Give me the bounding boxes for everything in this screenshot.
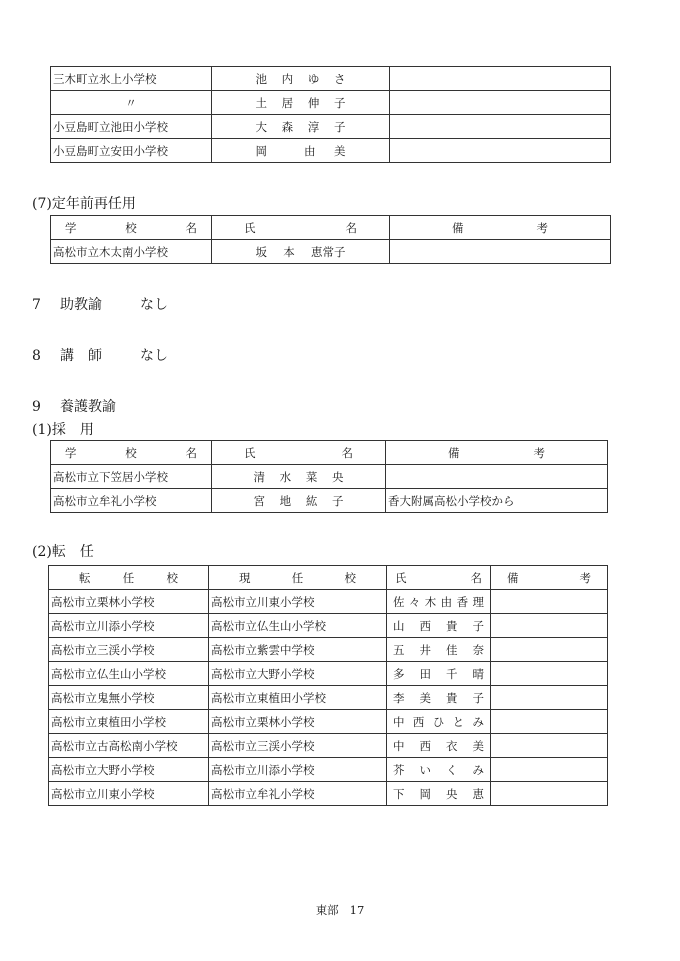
- name-cell: [387, 686, 491, 710]
- name-char: 由: [304, 143, 316, 158]
- name-cell: [212, 240, 390, 264]
- header-char: 現: [239, 570, 251, 585]
- from-school-cell: 高松市立牟礼小学校: [209, 782, 387, 806]
- header-char: 考: [536, 220, 548, 235]
- from-school-cell: 高松市立川添小学校: [209, 758, 387, 782]
- header-char: 学: [65, 220, 77, 235]
- section-8: 8 講 師 なし: [32, 348, 168, 364]
- from-school-cell: 高松市立大野小学校: [209, 662, 387, 686]
- table-row: [51, 240, 611, 264]
- section-heading-transfer: (2)転 任: [32, 544, 94, 560]
- header-remarks: [386, 441, 608, 465]
- header-char: 名: [345, 220, 357, 235]
- name-char: ゆ: [307, 71, 320, 86]
- name-char: 奈: [472, 642, 484, 657]
- header-name: [387, 566, 491, 590]
- name-char: 水: [279, 469, 292, 484]
- table-row: [49, 782, 608, 806]
- remarks-cell: [491, 590, 608, 614]
- to-school-cell: 高松市立仏生山小学校: [49, 662, 209, 686]
- header-char: 校: [125, 445, 137, 460]
- name-char: 香: [456, 594, 469, 609]
- name-char: 子: [331, 493, 344, 508]
- school-cell: 高松市立下笠居小学校: [51, 465, 212, 489]
- remarks-cell: [386, 465, 608, 489]
- name-char: み: [472, 714, 484, 729]
- name-char: 芥: [393, 762, 405, 777]
- name-char: 李: [393, 690, 405, 705]
- name-char: 美: [472, 738, 484, 753]
- name-cell: [212, 67, 390, 91]
- name-cell: [387, 638, 491, 662]
- header-from-school: [209, 566, 387, 590]
- name-cell: [387, 662, 491, 686]
- remarks-cell: [390, 139, 611, 163]
- table-row: [49, 758, 608, 782]
- header-char: 校: [166, 570, 178, 585]
- remarks-cell: [491, 638, 608, 662]
- remarks-cell: [491, 734, 608, 758]
- school-cell: 高松市立牟礼小学校: [51, 489, 212, 513]
- from-school-cell: 高松市立仏生山小学校: [209, 614, 387, 638]
- name-cell: [212, 139, 390, 163]
- header-char: 校: [125, 220, 137, 235]
- header-char: 氏: [244, 220, 256, 235]
- school-cell: 〃: [51, 91, 212, 115]
- name-char: 中: [393, 738, 405, 753]
- to-school-cell: 高松市立東植田小学校: [49, 710, 209, 734]
- name-char: 池: [255, 71, 267, 86]
- table-row: [49, 710, 608, 734]
- section-9: 9 養護教諭: [32, 399, 116, 415]
- name-cell: [387, 590, 491, 614]
- name-char: 恵: [472, 786, 484, 801]
- section-heading-reappointment: (7)定年前再任用: [32, 196, 136, 212]
- name-char: 地: [279, 493, 292, 508]
- to-school-cell: 高松市立三渓小学校: [49, 638, 209, 662]
- name-char: 坂: [255, 244, 267, 259]
- name-char: い: [419, 762, 431, 777]
- table-row: [49, 662, 608, 686]
- name-char: 晴: [472, 666, 484, 681]
- name-cell: [212, 489, 386, 513]
- header-school: [51, 441, 212, 465]
- name-char: 木: [424, 594, 437, 609]
- page-footer: [0, 902, 680, 918]
- to-school-cell: 高松市立大野小学校: [49, 758, 209, 782]
- section-7: 7 助教諭 なし: [32, 297, 168, 313]
- name-char: 貴: [446, 690, 458, 705]
- hire-table: [50, 440, 608, 513]
- name-char: 山: [393, 618, 405, 633]
- name-char: 理: [472, 594, 484, 609]
- header-char: 名: [185, 220, 197, 235]
- header-char: 備: [448, 445, 460, 460]
- table-row: [51, 489, 608, 513]
- name-cell: [212, 91, 390, 115]
- name-char: 田: [419, 666, 431, 681]
- header-char: 転: [79, 570, 91, 585]
- name-char: 伸: [307, 95, 320, 110]
- to-school-cell: 高松市立鬼無小学校: [49, 686, 209, 710]
- name-char: 森: [281, 119, 294, 134]
- footer-label: 東部: [315, 903, 339, 917]
- name-char: と: [452, 714, 465, 729]
- name-char: 本: [283, 244, 295, 259]
- table-row: [51, 91, 611, 115]
- table-row: [49, 614, 608, 638]
- name-char: 内: [281, 71, 294, 86]
- from-school-cell: 高松市立川東小学校: [209, 590, 387, 614]
- name-char: 岡: [419, 786, 431, 801]
- name-char: 央: [331, 469, 344, 484]
- name-char: 子: [333, 119, 346, 134]
- name-char: 西: [419, 738, 431, 753]
- name-char: 子: [472, 690, 484, 705]
- name-char: く: [446, 762, 458, 777]
- name-cell: [387, 734, 491, 758]
- table-row: [49, 734, 608, 758]
- name-char: 宮: [253, 493, 265, 508]
- to-school-cell: 高松市立古高松南小学校: [49, 734, 209, 758]
- header-char: 名: [341, 445, 353, 460]
- header-remarks: [491, 566, 608, 590]
- to-school-cell: 高松市立栗林小学校: [49, 590, 209, 614]
- name-char: 子: [472, 618, 484, 633]
- remarks-cell: [491, 662, 608, 686]
- remarks-cell: [390, 115, 611, 139]
- name-char: 衣: [446, 738, 458, 753]
- table-row: [49, 686, 608, 710]
- header-char: 備: [507, 570, 519, 585]
- from-school-cell: 高松市立栗林小学校: [209, 710, 387, 734]
- name-char: 菜: [305, 469, 318, 484]
- from-school-cell: 高松市立東植田小学校: [209, 686, 387, 710]
- header-char: 考: [533, 445, 545, 460]
- name-char: 淳: [307, 119, 320, 134]
- school-cell: 高松市立木太南小学校: [51, 240, 212, 264]
- remarks-cell: [390, 240, 611, 264]
- remarks-cell: [491, 614, 608, 638]
- header-school: [51, 216, 212, 240]
- name-char: 岡: [255, 143, 267, 158]
- name-char: 千: [446, 666, 458, 681]
- from-school-cell: 高松市立三渓小学校: [209, 734, 387, 758]
- name-char: 美: [334, 143, 346, 158]
- name-char: 貴: [446, 618, 458, 633]
- remarks-cell: [491, 758, 608, 782]
- name-char: 西: [419, 618, 431, 633]
- table-row: [49, 638, 608, 662]
- remarks-cell: 香大附属高松小学校から: [386, 489, 608, 513]
- header-char: 校: [344, 570, 356, 585]
- name-cell: [387, 758, 491, 782]
- name-cell: [387, 614, 491, 638]
- header-name: [212, 216, 390, 240]
- name-char: 佳: [446, 642, 458, 657]
- table-row: [51, 139, 611, 163]
- header-name: [212, 441, 386, 465]
- name-char: 井: [419, 642, 431, 657]
- table-row: [51, 465, 608, 489]
- name-char: 大: [255, 119, 267, 134]
- header-char: 名: [470, 570, 482, 585]
- header-char: 氏: [244, 445, 256, 460]
- name-char: 々: [408, 594, 421, 609]
- remarks-cell: [390, 67, 611, 91]
- remarks-cell: [491, 710, 608, 734]
- section-heading-hire: (1)採 用: [32, 422, 94, 438]
- name-char: さ: [333, 71, 346, 86]
- remarks-cell: [390, 91, 611, 115]
- table-row: [51, 67, 611, 91]
- name-char: 子: [333, 95, 346, 110]
- name-cell: [212, 115, 390, 139]
- name-char: 由: [440, 594, 453, 609]
- continued-table: [50, 66, 611, 163]
- name-char: 居: [281, 95, 294, 110]
- name-cell: [387, 782, 491, 806]
- name-char: 西: [412, 714, 425, 729]
- header-remarks: [390, 216, 611, 240]
- name-char: 清: [253, 469, 265, 484]
- header-char: 任: [122, 570, 135, 585]
- name-char: 多: [393, 666, 405, 681]
- name-char: 五: [393, 642, 405, 657]
- header-char: 考: [579, 570, 591, 585]
- name-cell: [387, 710, 491, 734]
- table-row: [49, 590, 608, 614]
- from-school-cell: 高松市立紫雲中学校: [209, 638, 387, 662]
- name-char: 中: [393, 714, 405, 729]
- name-char: ひ: [432, 714, 445, 729]
- transfer-table: [48, 565, 608, 806]
- name-char: 紘: [305, 493, 318, 508]
- school-cell: 三木町立氷上小学校: [51, 67, 212, 91]
- header-char: 氏: [395, 570, 407, 585]
- reappointment-table: [50, 215, 611, 264]
- header-char: 学: [65, 445, 77, 460]
- to-school-cell: 高松市立川添小学校: [49, 614, 209, 638]
- table-row: [51, 115, 611, 139]
- school-cell: 小豆島町立池田小学校: [51, 115, 212, 139]
- header-char: 備: [452, 220, 464, 235]
- header-char: 任: [291, 570, 304, 585]
- name-char: 恵常子: [311, 244, 346, 259]
- name-char: 佐: [393, 594, 405, 609]
- name-char: 美: [419, 690, 431, 705]
- page-number: 17: [349, 903, 365, 917]
- remarks-cell: [491, 782, 608, 806]
- header-to-school: [49, 566, 209, 590]
- to-school-cell: 高松市立川東小学校: [49, 782, 209, 806]
- name-char: 下: [393, 786, 405, 801]
- name-char: 土: [255, 95, 267, 110]
- remarks-cell: [491, 686, 608, 710]
- name-char: 央: [446, 786, 458, 801]
- school-cell: 小豆島町立安田小学校: [51, 139, 212, 163]
- name-char: み: [472, 762, 484, 777]
- header-char: 名: [185, 445, 197, 460]
- name-cell: [212, 465, 386, 489]
